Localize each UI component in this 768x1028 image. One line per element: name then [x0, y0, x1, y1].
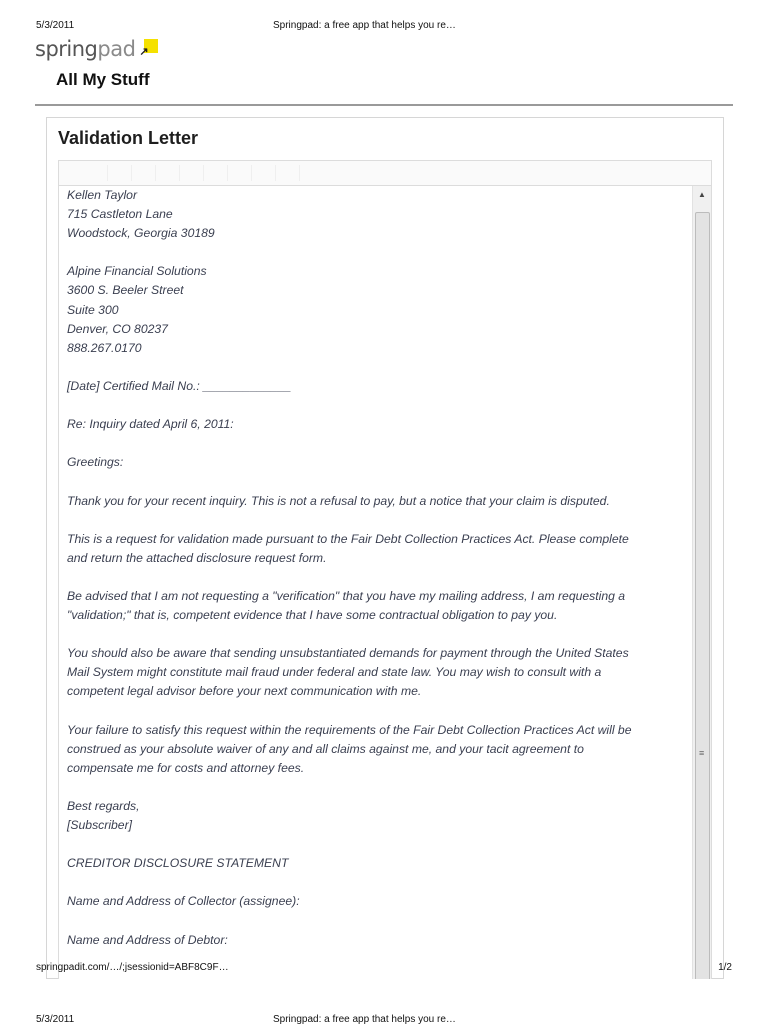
print-header: [36, 20, 732, 34]
letter-paragraph: [67, 644, 687, 701]
letter-paragraph: [67, 186, 687, 243]
logo-text-spring: spring: [35, 37, 98, 61]
letter-line: Mail System might constitute mail fraud under federal and state law. You may wish to consult with a: [67, 665, 602, 680]
letter-line: Suite 300: [67, 302, 119, 317]
letter-line: Woodstock, Georgia 30189: [67, 226, 215, 241]
letter-paragraph: [67, 854, 687, 873]
print-page-number: 1/2: [718, 962, 732, 973]
letter-paragraph: [67, 415, 687, 434]
print-title: Springpad: a free app that helps you re…: [273, 20, 456, 31]
letter-line: and return the attached disclosure request form.: [67, 550, 327, 565]
scroll-thumb[interactable]: [695, 212, 710, 979]
letter-line: Best regards,: [67, 799, 140, 813]
letter-line: [Subscriber]: [67, 818, 133, 833]
letter-paragraph: [67, 492, 687, 511]
letter-line: Name and Address of Collector (assignee):: [67, 894, 300, 909]
note-card: [46, 117, 724, 979]
letter-line: Greetings:: [67, 455, 124, 470]
letter-line: compensate me for costs and attorney fees.: [67, 760, 305, 775]
editor-scrollbar[interactable]: [692, 186, 711, 979]
letter-paragraph: [67, 530, 687, 568]
letter-line: This is a request for validation made pursuant to the Fair Debt Collection Practices Act. Please complete: [67, 531, 629, 546]
letter-line: construed as your absolute waiver of any and all claims against me, and your tacit agreement to: [67, 741, 584, 756]
letter-paragraph: [67, 931, 687, 950]
letter-paragraph: [67, 377, 687, 396]
print-date: 5/3/2011: [36, 20, 75, 31]
letter-editor[interactable]: [58, 185, 712, 979]
letter-line: Kellen Taylor: [67, 188, 138, 202]
print-url: springpadit.com/…/;jsessionid=ABF8C9F…: [36, 962, 229, 973]
letter-line: You should also be aware that sending unsubstantiated demands for payment through the United States: [67, 646, 629, 661]
print-date-page2: 5/3/2011: [36, 1014, 75, 1025]
letter-line: Re: Inquiry dated April 6, 2011:: [67, 417, 234, 432]
letter-line: [Date] Certified Mail No.: _____________: [67, 378, 292, 393]
scroll-grip-icon: ≡: [699, 748, 705, 758]
scroll-up-arrow-icon[interactable]: ▲: [698, 190, 706, 199]
editor-toolbar[interactable]: [58, 160, 712, 185]
letter-paragraph: [67, 721, 687, 778]
letter-paragraph: [67, 453, 687, 472]
letter-body[interactable]: [67, 186, 687, 969]
letter-line: Denver, CO 80237: [67, 321, 168, 336]
letter-line: Name and Address of Debtor:: [67, 932, 228, 947]
header-divider: [35, 104, 733, 106]
letter-line: 715 Castleton Lane: [67, 207, 173, 222]
letter-paragraph: [67, 892, 687, 911]
letter-line: Your failure to satisfy this request within the requirements of the Fair Debt Collection Practices Act will be: [67, 722, 632, 737]
print-header-page2: [36, 1014, 732, 1028]
letter-paragraph: [67, 262, 687, 357]
letter-line: Be advised that I am not requesting a "verification" that you have my mailing address, I am requesting a: [67, 588, 626, 603]
letter-line: 888.267.0170: [67, 340, 142, 355]
print-title-page2: Springpad: a free app that helps you re…: [273, 1014, 456, 1025]
print-footer: [36, 962, 732, 976]
letter-paragraph: [67, 797, 687, 835]
letter-line: competent legal advisor before your next communication with me.: [67, 684, 422, 699]
springpad-arrow-icon: ↗: [139, 39, 158, 58]
letter-line: Thank you for your recent inquiry. This is not a refusal to pay, but a notice that your claim is disputed.: [67, 493, 610, 508]
note-title: Validation Letter: [58, 128, 199, 148]
letter-line: CREDITOR DISCLOSURE STATEMENT: [67, 856, 289, 871]
springpad-logo[interactable]: [35, 33, 158, 61]
letter-line: 3600 S. Beeler Street: [67, 283, 184, 298]
letter-line: "validation;" that is, competent evidence that I have some contractual obligation to pay you.: [67, 608, 558, 623]
letter-paragraph: [67, 587, 687, 625]
letter-line: Alpine Financial Solutions: [67, 264, 207, 279]
section-title: All My Stuff: [56, 70, 150, 89]
logo-text-pad: pad: [97, 37, 136, 61]
